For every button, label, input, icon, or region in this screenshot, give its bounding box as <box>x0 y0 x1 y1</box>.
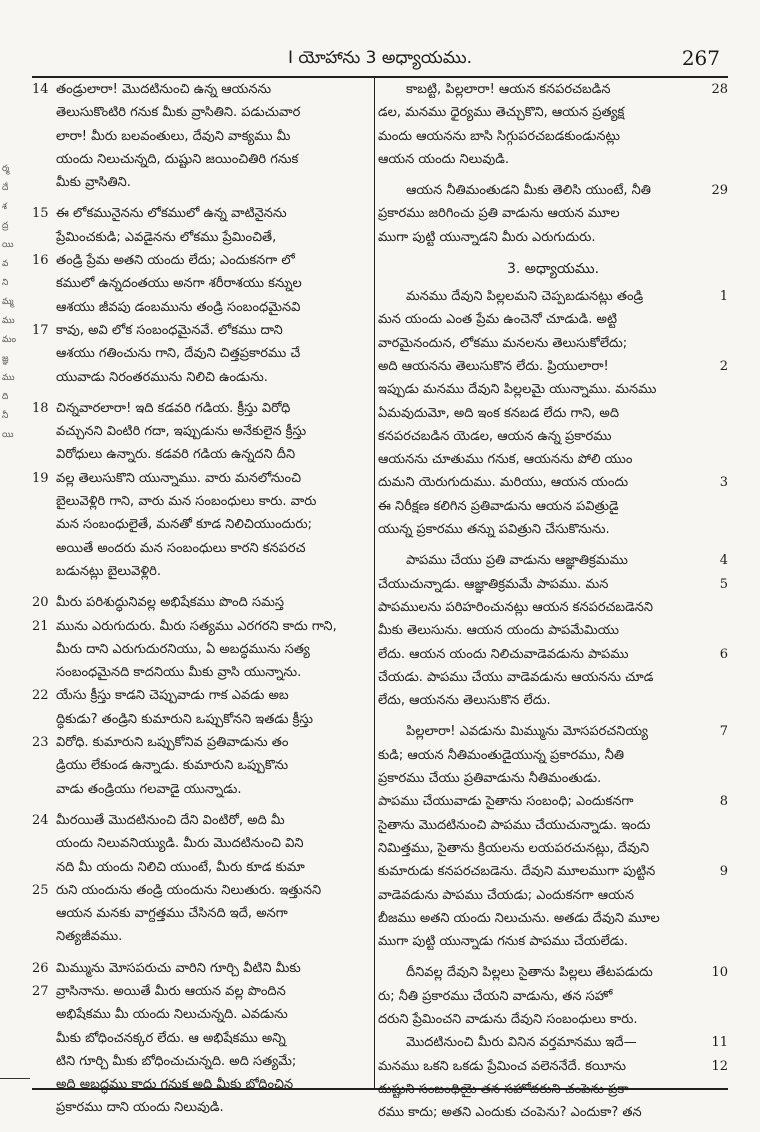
text-line <box>32 101 372 124</box>
verse-number: 5 <box>719 576 728 592</box>
verse-number: 12 <box>711 1058 728 1074</box>
column-divider <box>374 78 375 1088</box>
text-line <box>32 296 372 319</box>
margin-fragment: వ <box>2 259 9 269</box>
text-line <box>32 902 372 925</box>
text-line <box>32 1073 372 1096</box>
text-line <box>32 856 372 879</box>
line-text: కాబట్టి, పిల్లలారా! ఆయన కనపరచబడిన <box>406 82 611 97</box>
line-text: ఇప్పుడు మనము దేవుని పిల్లలమై యున్నాము. మనము <box>378 382 657 398</box>
line-text: మీకు బోధించనక్కర లేదు. ఆ అభిషేకము అన్ని <box>56 1030 286 1046</box>
text-line <box>32 832 372 855</box>
text-line <box>378 125 728 148</box>
verse-number: 3 <box>719 475 728 491</box>
text-line <box>378 425 728 448</box>
verse-number: 2 <box>719 358 728 374</box>
text-line <box>32 809 372 832</box>
line-text: ముగా పుట్టి యున్నాడు గనుక పాపము చేయలేడు. <box>378 934 629 950</box>
verse-number: 11 <box>711 1035 728 1051</box>
line-text: సైతాను మొదటినుంచి పాపము చేయుచున్నాడు. ఇందు <box>378 817 651 833</box>
line-text: విరోధులు ఉన్నారు. కడవరి గడియ ఉన్నదని దీని <box>56 447 296 463</box>
line-text: వ్రాసినాను. అయితే మీరు ఆయన వల్ల పొందిన <box>56 983 286 999</box>
text-line <box>378 1055 728 1078</box>
text-line <box>378 790 728 813</box>
line-text: కుడి; ఆయన నీతిమంతుడైయున్న ప్రకారము, నీతి <box>378 747 625 763</box>
line-text: ఆశయు గతించును గాని, దేవుని చిత్తప్రకారము చే <box>56 346 301 362</box>
text-line <box>32 778 372 801</box>
text-line <box>32 615 372 638</box>
line-text: కావు, అవి లోక సంబంధమైనవే. లోకము దాని <box>56 322 283 338</box>
line-text: ఈ లోకమునైనను లోకములో ఉన్న వాటినైనను <box>56 206 287 222</box>
line-text: రు; నీతి ప్రకారము చేయని వాడును, తన సహో <box>378 988 613 1004</box>
text-line <box>32 638 372 661</box>
text-line <box>378 355 728 378</box>
verse-number: 22 <box>32 688 49 704</box>
verse-paragraph <box>32 202 372 388</box>
margin-fragment: ము <box>2 373 15 383</box>
verse-number: 1 <box>719 289 728 305</box>
line-text: డ్రియు లేకుండ ఉన్నాడు. కుమారుని ఒప్పుకొను <box>56 758 289 774</box>
text-line <box>378 837 728 860</box>
text-line <box>378 930 728 953</box>
text-line <box>378 643 728 666</box>
text-line <box>32 980 372 1003</box>
line-text: తండ్రులారా! మొదటినుంచి ఉన్న ఆయనను <box>56 82 272 97</box>
text-line <box>32 1096 372 1119</box>
line-text: యున్న ప్రకారము తన్ను పవిత్రుని చేసుకొనును. <box>378 522 610 538</box>
text-line <box>378 961 728 984</box>
text-line <box>32 754 372 777</box>
line-text: మీరయితే మొదటినుంచి దేని వింటిరో, అది మీ <box>56 812 285 828</box>
verse-number: 20 <box>32 595 49 611</box>
line-text: వచ్చునని వింటిరి గదా, ఇప్పుడును అనేకులైన క్రీస్తు <box>56 424 307 440</box>
verse-number: 8 <box>719 794 728 810</box>
margin-fragment: దే <box>2 183 9 193</box>
text-line <box>378 148 728 171</box>
text-line <box>378 448 728 471</box>
line-text: మనము దేవుని పిల్లలమని చెప్పబడునట్లు తండ్రి <box>406 289 644 305</box>
text-line <box>32 1003 372 1026</box>
bleed-through-margin <box>2 160 26 445</box>
line-text: మొదటినుంచి మీరు వినిన వర్తమానము ఇదే— <box>406 1035 637 1051</box>
line-text: మందు ఆయనను బాసి సిగ్గుపరచబడకుండునట్లు <box>378 128 620 144</box>
line-text: చేయడు. పాపము చేయు వాడెవడును ఆయనను చూడ <box>378 669 654 685</box>
text-line <box>32 202 372 225</box>
margin-fragment: ర్మ <box>2 164 10 174</box>
line-text: అభిషేకము మీ యందు నిలుచున్నది. ఎవడును <box>56 1007 288 1023</box>
verse-paragraph <box>378 179 728 249</box>
text-line <box>378 666 728 689</box>
verse-number: 29 <box>711 183 728 199</box>
text-line <box>32 490 372 513</box>
line-text: డల, మనము ధైర్యము తెచ్చుకొని, ఆయన ప్రత్యక్ష <box>378 105 625 121</box>
line-text: ప్రకారము చేయు ప్రతివాడును నీతిమంతుడు. <box>378 771 602 787</box>
text-line <box>378 720 728 743</box>
text-line <box>378 814 728 837</box>
text-line <box>378 471 728 494</box>
line-text: నది మీ యందు నిలిచి యుంటే, మీరు కూడ కుమా <box>56 859 305 875</box>
text-line <box>32 420 372 443</box>
verse-number: 26 <box>32 960 49 976</box>
text-line <box>378 179 728 202</box>
text-line <box>378 226 728 249</box>
line-text: ప్రకారము జరిగించు ప్రతి వాడును ఆయన మూల <box>378 206 620 222</box>
line-text: మీరు పరిశుద్ధునివల్ల అభిషేకము పొంది సమస్త <box>56 595 284 611</box>
text-line <box>32 443 372 466</box>
text-line <box>32 78 372 101</box>
margin-fragment: మం <box>2 335 17 345</box>
line-text: దీనివల్ల దేవుని పిల్లలు సైతాను పిల్లలు తేటపడుదు <box>406 965 653 981</box>
text-line <box>378 285 728 308</box>
margin-fragment: యి <box>2 430 14 440</box>
line-text: ఆయన యందు నిలువుడి. <box>378 151 510 167</box>
line-text: బడునట్లు బైలువెళ్లిరి. <box>56 563 161 579</box>
text-line <box>32 731 372 754</box>
verse-number: 9 <box>719 864 728 880</box>
line-text: దరుని ప్రేమించని వాడును దేవుని సంబంధులు కారు. <box>378 1011 638 1027</box>
text-line <box>378 1008 728 1031</box>
chapter-heading: 3. అధ్యాయము. <box>506 261 600 278</box>
line-text: తెలుసుకొంటిరి గనుక మీకు వ్రాసితిని. పడుచువార <box>56 105 301 121</box>
text-line <box>32 957 372 980</box>
text-line <box>32 1050 372 1073</box>
text-line <box>378 202 728 225</box>
margin-fragment: శ <box>2 202 7 212</box>
margin-fragment: ము <box>2 316 15 326</box>
text-line <box>378 573 728 596</box>
text-line <box>32 708 372 731</box>
verse-paragraph <box>378 961 728 1031</box>
line-text: ఆయన నీతిమంతుడని మీకు తెలిసి యుంటే, నీతి <box>406 183 651 199</box>
text-line <box>378 78 728 101</box>
text-line <box>32 537 372 560</box>
line-text: అయితే అందరు మన సంబంధులు కారని కనపరచ <box>56 540 306 556</box>
text-line <box>32 272 372 295</box>
line-text: మన యందు ఎంత ప్రేమ ఉంచెనో చూడుడి. అట్టి <box>378 312 617 328</box>
verse-paragraph <box>378 78 728 171</box>
text-line <box>378 332 728 355</box>
page-header <box>32 42 728 76</box>
line-text: సంబంధమైనది కాదనియు మీకు వ్రాసి యున్నాను. <box>56 665 302 681</box>
verse-paragraph <box>32 809 372 949</box>
line-text: టిని గూర్చి మీకు బోధించుచున్నది. అది సత్యమే; <box>56 1053 297 1069</box>
text-line <box>32 148 372 171</box>
text-line <box>378 884 728 907</box>
verse-number: 15 <box>32 206 49 222</box>
text-line <box>32 684 372 707</box>
text-line <box>378 1078 728 1101</box>
line-text: వాడు తండ్రియు గలవాడై యున్నాడు. <box>56 781 242 797</box>
verse-paragraph <box>32 78 372 194</box>
page-title: I యోహాను 3 అధ్యాయము. <box>287 48 473 68</box>
right-column <box>378 78 728 1121</box>
text-line <box>32 661 372 684</box>
line-text: కములో ఉన్నదంతయు అనగా శరీరాశయు కన్నుల <box>56 276 302 292</box>
text-line <box>378 495 728 518</box>
line-text: ప్రేమించకుడి; ఎవడైనను లోకము ప్రేమించితే, <box>56 229 277 245</box>
text-line <box>32 513 372 536</box>
text-line <box>378 518 728 541</box>
line-text: పిల్లలారా! ఎవడును మిమ్మును మోసపరచనియ్య <box>406 724 648 740</box>
line-text: యువాడు నిరంతరమును నిలిచి ఉండును. <box>56 369 268 385</box>
text-line <box>32 879 372 902</box>
verse-number: 28 <box>711 82 728 97</box>
text-line <box>378 596 728 619</box>
text-line <box>378 1031 728 1054</box>
line-text: వల్ల తెలుసుకొని యున్నాము. వారు మనలోనుంచి <box>56 470 302 486</box>
line-text: రుని యందును తండ్రి యందును నిలుతురు. ఇత్తునని <box>56 882 322 898</box>
text-line <box>378 402 728 425</box>
verse-paragraph <box>378 720 728 953</box>
line-text: లేదు, ఆయనను తెలుసుకొన లేదు. <box>378 693 551 709</box>
text-line <box>378 1101 728 1124</box>
verse-number: 16 <box>32 253 49 269</box>
margin-fragment: యి <box>2 240 14 250</box>
line-text: మీకు తెలుసును. ఆయన యందు పాపమేమియు <box>378 623 619 639</box>
verse-number: 24 <box>32 812 49 828</box>
text-frame <box>32 76 728 1121</box>
verse-number: 19 <box>32 470 49 486</box>
line-text: రము కాదు; అతని ఎందుకు చంపెను? ఎందుకా? తన <box>378 1105 642 1121</box>
line-text: ఏమవుదుమో, అది ఇంక కనబడ లేదు గాని, అది <box>378 405 619 421</box>
line-text: ఈ నిరీక్షణ కలిగిన ప్రతివాడును ఆయన పవిత్రుడై <box>378 498 619 514</box>
line-text: నిమిత్తము, సైతాను క్రియలను లయపరచునట్లు, దేవుని <box>378 840 650 856</box>
verse-paragraph <box>378 285 728 541</box>
line-text: చేయుచున్నాడు. ఆజ్ఞాతిక్రమమే పాపము. మన <box>378 576 609 592</box>
text-line <box>32 125 372 148</box>
verse-number: 25 <box>32 882 49 898</box>
line-text: పాపము చేయు ప్రతి వాడును ఆజ్ఞాతిక్రమము <box>406 553 628 569</box>
text-line <box>378 549 728 572</box>
line-text: వాడెవడును పాపము చేయడు; ఎందుకనగా ఆయన <box>378 887 634 903</box>
verse-paragraph <box>32 591 372 801</box>
verse-paragraph <box>378 1031 728 1124</box>
line-text: ద్ధికుడు? తండ్రిని కుమారుని ఒప్పుకోనని ఇతడు క్రీస్తు <box>56 711 314 727</box>
line-text: దుమని యెరుగుదుము. మరియు, ఆయన యందు <box>378 475 629 491</box>
verse-number: 23 <box>32 735 49 751</box>
line-text: తండ్రి ప్రేమ అతని యందు లేదు; ఎందుకనగా లో <box>56 253 295 269</box>
line-text: కుమారుడు కనపరచబడెను. దేవుని మూలముగా పుట్టిన <box>378 864 656 880</box>
verse-paragraph <box>378 549 728 712</box>
verse-number: 21 <box>32 618 49 634</box>
line-text: యందు నిలుచున్నది, దుష్టుని జయించితిరి గనుక <box>56 151 299 167</box>
verse-number: 7 <box>719 724 728 740</box>
margin-fragment: ది <box>2 392 9 402</box>
line-text: దుష్టుని సంబంధియై తన సహోదరుని చంపెను ప్రకా <box>378 1081 629 1097</box>
text-line <box>378 860 728 883</box>
line-text: అది అబద్ధము కాదు గనుక అది మీకు బోధించిన <box>56 1077 294 1093</box>
line-text: వారమైనందున, లోకము మనలను తెలుసుకోలేదు; <box>378 335 628 351</box>
left-column <box>32 78 372 1116</box>
text-line <box>32 226 372 249</box>
text-line <box>32 171 372 194</box>
line-text: యేసు క్రీస్తు కాడని చెప్పువాడు గాక ఎవడు అబ <box>56 688 289 704</box>
page-number: 267 <box>681 46 720 70</box>
margin-fragment: జ్ఞ <box>2 354 9 364</box>
text-line <box>378 744 728 767</box>
text-line <box>378 378 728 401</box>
text-line <box>32 591 372 614</box>
text-line <box>378 985 728 1008</box>
line-text: మును ఎరుగుదురు. మీరు సత్యము ఎరగరని కాదు గాని, <box>56 618 337 634</box>
text-line <box>32 249 372 272</box>
verse-number: 14 <box>32 82 49 97</box>
margin-fragment: ని <box>2 278 9 288</box>
line-text: విరోధి. కుమారుని ఒప్పుకోనివ ప్రతివాడును తం <box>56 735 289 751</box>
text-line <box>378 619 728 642</box>
line-text: పాపములను పరిహరించునట్లు ఆయన కనపరచబడెనని <box>378 599 654 615</box>
line-text: పాపము చేయువాడు సైతాను సంబంధి; ఎందుకనగా <box>378 794 634 810</box>
line-text: లారా! మీరు బలవంతులు, దేవుని వాక్యము మీ <box>56 128 291 144</box>
verse-number: 10 <box>711 965 728 981</box>
verse-number: 6 <box>719 646 728 662</box>
text-line <box>32 397 372 420</box>
line-text: మనము ఒకని ఒకడు ప్రేమించ వలెననేదే. కయీను <box>378 1058 627 1074</box>
text-line <box>378 689 728 712</box>
line-text: నిత్యజీవము. <box>56 929 123 945</box>
verse-number: 27 <box>32 983 49 999</box>
line-text: ఆయన మనకు వాగ్దత్తము చేసినది ఇదే, అనగా <box>56 906 288 922</box>
line-text: ఆయనను చూతుము గనుక, ఆయనను పోలి యుం <box>378 452 633 468</box>
verse-number: 4 <box>719 553 728 569</box>
line-text: ముగా పుట్టి యున్నాడని మీరు ఎరుగుదురు. <box>378 229 596 245</box>
text-line <box>32 560 372 583</box>
line-text: బీజము అతని యందు నిలుచును. అతడు దేవుని మూల <box>378 910 660 926</box>
text-line <box>378 101 728 124</box>
line-text: కనపరచబడిన యెడల, ఆయన ఉన్న ప్రకారము <box>378 428 612 444</box>
line-text: ఆశయు జీవపు డంబమును తండ్రి సంబంధమైనవి <box>56 299 301 315</box>
line-text: ప్రకారము దాని యందు నిలువుడి. <box>56 1100 224 1116</box>
verse-paragraph <box>32 397 372 583</box>
text-line <box>32 342 372 365</box>
line-text: బైలువెళ్లిరి గాని, వారు మన సంబంధులు కారు. వారు <box>56 494 317 510</box>
line-text: మీకు వ్రాసితిని. <box>56 175 131 191</box>
text-line <box>32 366 372 389</box>
line-text: లేదు. ఆయన యందు నిలిచువాడెవడును పాపము <box>378 646 629 662</box>
text-line <box>378 308 728 331</box>
text-line <box>32 1027 372 1050</box>
line-text: మిమ్మును మోసపరుచు వారిని గూర్చి వీటిని మీకు <box>56 960 301 976</box>
text-line <box>32 319 372 342</box>
text-line <box>32 467 372 490</box>
text-line <box>378 767 728 790</box>
line-text: మన సంబంధులైతే, మనతో కూడ నిలిచియుందురు; <box>56 517 312 533</box>
line-text: మీరు దాని ఎరుగుదురనియు, ఏ అబద్ధమును సత్య <box>56 641 310 657</box>
margin-rule <box>0 1078 30 1079</box>
margin-fragment: మ్మ <box>2 297 14 307</box>
line-text: యందు నిలువనియ్యుడి. మీరు మొదటినుంచి విని <box>56 836 304 852</box>
text-line <box>32 925 372 948</box>
line-text: అది ఆయనను తెలుసుకొన లేదు. ప్రియులారా! <box>378 358 609 374</box>
verse-number: 17 <box>32 322 49 338</box>
text-line <box>378 907 728 930</box>
line-text: చిన్నవారలారా! ఇది కడవరి గడియ. క్రీస్తు విరోధి <box>56 400 291 416</box>
margin-fragment: నీ <box>2 411 9 421</box>
verse-number: 18 <box>32 400 49 416</box>
verse-paragraph <box>32 957 372 1120</box>
margin-fragment: ద్ర <box>2 221 9 231</box>
